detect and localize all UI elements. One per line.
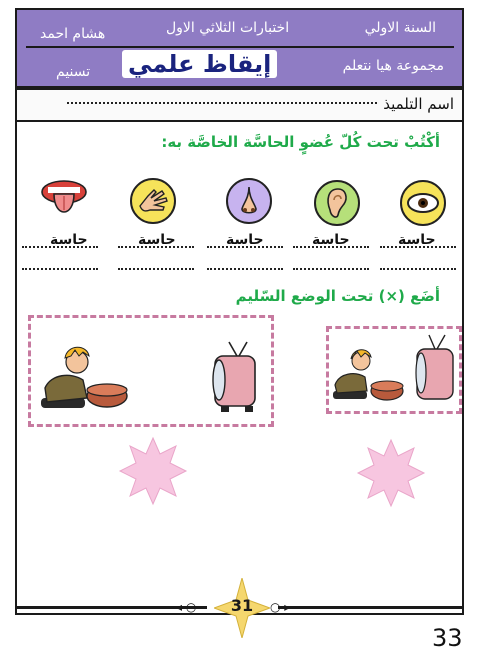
answer-dots[interactable] xyxy=(22,268,98,270)
sense-label: حاسة xyxy=(312,232,350,248)
exam-title: اختبارات الثلاثي الاول xyxy=(166,20,290,36)
answer-star-right[interactable] xyxy=(356,438,426,508)
sense-label: حاسة xyxy=(226,232,264,248)
subject-title: إيقاظ علمي xyxy=(122,50,277,78)
answer-dots[interactable] xyxy=(380,268,456,270)
group-name: مجموعة هيا نتعلم xyxy=(342,58,444,74)
answer-star-left[interactable] xyxy=(118,436,188,506)
child-watching-tv-near xyxy=(329,329,459,411)
tongue-icon xyxy=(38,178,90,226)
answer-dots[interactable] xyxy=(118,268,194,270)
nose-icon xyxy=(226,178,272,224)
eye-icon xyxy=(400,180,446,226)
corner-number: 33 xyxy=(432,624,463,652)
header-divider xyxy=(26,46,454,48)
student-name-label: اسم التلميذ xyxy=(383,95,454,113)
scene-near-tv[interactable] xyxy=(326,326,462,414)
ornament-right: ○ ▸ xyxy=(270,600,291,614)
page-number: 31 xyxy=(230,596,254,615)
ornament-left: ◂ ○ xyxy=(176,600,197,614)
ear-icon xyxy=(314,180,360,226)
sense-label: حاسة xyxy=(50,232,88,248)
hand-icon xyxy=(130,178,176,224)
answer-dots[interactable] xyxy=(293,268,369,270)
sense-label: حاسة xyxy=(138,232,176,248)
formatting-credit: تسنيم xyxy=(56,64,91,80)
child-watching-tv-far xyxy=(31,318,271,424)
footer-line-right xyxy=(278,606,462,609)
student-name-row xyxy=(17,88,462,122)
answer-dots[interactable] xyxy=(207,268,283,270)
sense-label: حاسة xyxy=(398,232,436,248)
exercise1-instruction: أكْتُبْ تحت كُلّ عُضوٍ الحاسَّة الخاصَّة به: xyxy=(161,133,440,151)
author-name: هشام احمد xyxy=(40,26,106,42)
student-name-field[interactable] xyxy=(67,102,377,104)
scene-far-from-tv[interactable] xyxy=(28,315,274,427)
grade-label: السنة الاولي xyxy=(364,20,436,36)
exercise2-instruction: أضَع (×) تحت الوضع السّليم xyxy=(235,287,440,305)
